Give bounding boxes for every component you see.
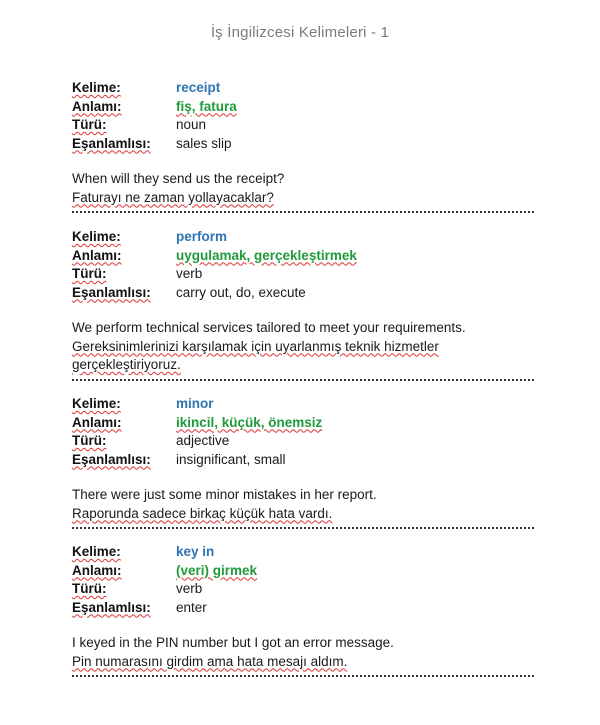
meaning-label: Anlamı: xyxy=(72,414,122,430)
type-label: Türü: xyxy=(72,117,107,132)
type-value: noun xyxy=(176,117,207,132)
example-turkish: Faturayı ne zaman yollayacaklar? xyxy=(72,189,274,205)
word-value: receipt xyxy=(176,80,221,95)
type-label: Türü: xyxy=(72,581,107,596)
word-row xyxy=(72,543,534,562)
word-row xyxy=(72,79,534,98)
synonym-row xyxy=(72,135,534,154)
type-value: verb xyxy=(176,266,203,281)
word-label: Kelime: xyxy=(72,229,121,244)
example-sentences xyxy=(72,170,534,207)
word-label: Kelime: xyxy=(72,80,121,95)
example-english: I keyed in the PIN number but I got an error message. xyxy=(72,635,394,650)
synonym-row xyxy=(72,284,534,303)
vocab-entry-1 xyxy=(72,79,534,213)
example-turkish: Pin numarasını girdim ama hata mesajı aldım. xyxy=(72,653,348,669)
document-title: İş İngilizcesi Kelimeleri - 1 xyxy=(210,24,390,41)
synonym-value: enter xyxy=(176,599,207,615)
synonym-row xyxy=(72,451,534,470)
word-value: minor xyxy=(176,396,214,411)
vocab-entry-3 xyxy=(72,395,534,529)
word-row xyxy=(72,228,534,247)
meaning-value: uygulamak, gerçekleştirmek xyxy=(176,247,357,263)
example-sentences xyxy=(72,319,534,375)
dotted-separator xyxy=(72,378,534,381)
meaning-label: Anlamı: xyxy=(72,562,122,578)
meaning-row xyxy=(72,98,534,117)
synonym-row xyxy=(72,599,534,618)
type-row xyxy=(72,265,534,284)
meaning-value: fiş, fatura xyxy=(176,98,237,114)
synonym-label: Eşanlamlısı: xyxy=(72,135,151,151)
example-english: We perform technical services tailored to meet your requirements. xyxy=(72,320,466,335)
dotted-separator xyxy=(72,210,534,213)
word-label: Kelime: xyxy=(72,544,121,559)
meaning-row xyxy=(72,562,534,581)
type-label: Türü: xyxy=(72,433,107,448)
synonym-label: Eşanlamlısı: xyxy=(72,284,151,300)
word-label: Kelime: xyxy=(72,396,121,411)
synonym-label: Eşanlamlısı: xyxy=(72,451,151,467)
example-english: When will they send us the receipt? xyxy=(72,171,285,186)
type-row xyxy=(72,580,534,599)
meaning-row xyxy=(72,247,534,266)
example-sentences xyxy=(72,486,534,523)
meaning-row xyxy=(72,414,534,433)
example-sentences xyxy=(72,634,534,671)
dotted-separator xyxy=(72,526,534,529)
type-row xyxy=(72,116,534,135)
type-value: adjective xyxy=(176,433,230,448)
synonym-value: insignificant, small xyxy=(176,451,286,467)
type-row xyxy=(72,432,534,451)
vocab-entry-4 xyxy=(72,543,534,677)
example-turkish: Raporunda sadece birkaç küçük hata vardı. xyxy=(72,505,333,521)
meaning-value: (veri) girmek xyxy=(176,562,258,578)
word-row xyxy=(72,395,534,414)
word-value: perform xyxy=(176,229,228,244)
meaning-label: Anlamı: xyxy=(72,247,122,263)
synonym-value: sales slip xyxy=(176,135,232,151)
synonym-label: Eşanlamlısı: xyxy=(72,599,151,615)
example-turkish: Gereksinimlerinizi karşılamak için uyarlanmış teknik hizmetler gerçekleştiriyoruz. xyxy=(72,338,439,372)
dotted-separator xyxy=(72,674,534,677)
example-english: There were just some minor mistakes in her report. xyxy=(72,487,377,502)
word-value: key in xyxy=(176,544,215,559)
meaning-label: Anlamı: xyxy=(72,98,122,114)
synonym-value: carry out, do, execute xyxy=(176,284,306,300)
vocab-entry-2 xyxy=(72,228,534,381)
type-label: Türü: xyxy=(72,266,107,281)
meaning-value: ikincil, küçük, önemsiz xyxy=(176,414,323,430)
type-value: verb xyxy=(176,581,203,596)
